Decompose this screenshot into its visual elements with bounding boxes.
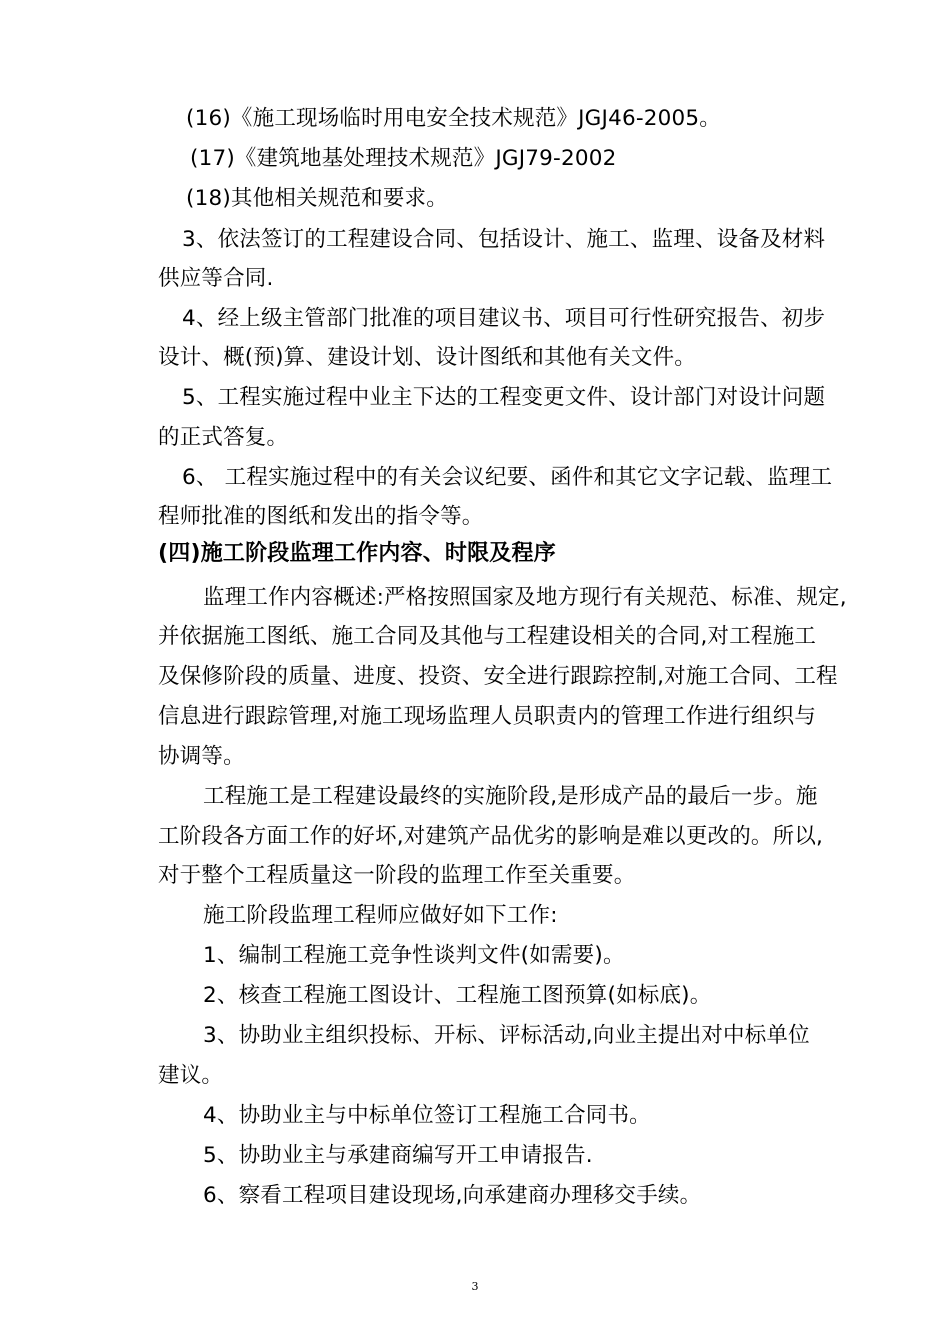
- text-line: 建议。: [158, 1063, 224, 1088]
- text-line: 及保修阶段的质量、进度、投资、安全进行跟踪控制,对施工合同、工程: [158, 664, 838, 689]
- text-line: 设计、概(预)算、建设计划、设计图纸和其他有关文件。: [158, 345, 696, 370]
- text-line: 施工阶段监理工程师应做好如下工作:: [203, 903, 558, 928]
- text-line: 5、工程实施过程中业主下达的工程变更文件、设计部门对设计问题: [182, 385, 826, 410]
- text-line: 程师批准的图纸和发出的指令等。: [158, 504, 484, 529]
- text-line: 监理工作内容概述:严格按照国家及地方现行有关规范、标准、规定,: [203, 585, 847, 610]
- text-line: (18)其他相关规范和要求。: [186, 186, 448, 211]
- text-line: 信息进行跟踪管理,对施工现场监理人员职责内的管理工作进行组织与: [158, 704, 817, 729]
- text-line: 6、察看工程项目建设现场,向承建商办理移交手续。: [203, 1183, 702, 1208]
- text-line: 4、协助业主与中标单位签订工程施工合同书。: [203, 1103, 651, 1128]
- text-line: (16)《施工现场临时用电安全技术规范》JGJ46-2005。: [186, 106, 722, 131]
- text-line: 工程施工是工程建设最终的实施阶段,是形成产品的最后一步。施: [203, 784, 818, 809]
- text-line: 6、 工程实施过程中的有关会议纪要、函件和其它文字记载、监理工: [182, 465, 833, 490]
- text-line: 2、核查工程施工图设计、工程施工图预算(如标底)。: [203, 983, 712, 1008]
- text-line: 供应等合同.: [158, 266, 274, 291]
- text-line: 4、经上级主管部门批准的项目建议书、项目可行性研究报告、初步: [182, 306, 826, 331]
- text-line: 并依据施工图纸、施工合同及其他与工程建设相关的合同,对工程施工: [158, 624, 817, 649]
- text-line: 工阶段各方面工作的好坏,对建筑产品优劣的影响是难以更改的。所以,: [158, 824, 824, 849]
- text-line: 对于整个工程质量这一阶段的监理工作至关重要。: [158, 863, 636, 888]
- section-heading: (四)施工阶段监理工作内容、时限及程序: [158, 541, 556, 566]
- text-line: 3、协助业主组织投标、开标、评标活动,向业主提出对中标单位: [203, 1023, 810, 1048]
- page-number: 3: [471, 1280, 479, 1293]
- text-line: 3、依法签订的工程建设合同、包括设计、施工、监理、设备及材料: [182, 227, 826, 252]
- text-line: 的正式答复。: [158, 425, 289, 450]
- text-line: (17)《建筑地基处理技术规范》JGJ79-2002: [190, 146, 617, 171]
- text-line: 5、协助业主与承建商编写开工申请报告.: [203, 1143, 593, 1168]
- text-line: 协调等。: [158, 744, 245, 769]
- text-line: 1、编制工程施工竞争性谈判文件(如需要)。: [203, 943, 625, 968]
